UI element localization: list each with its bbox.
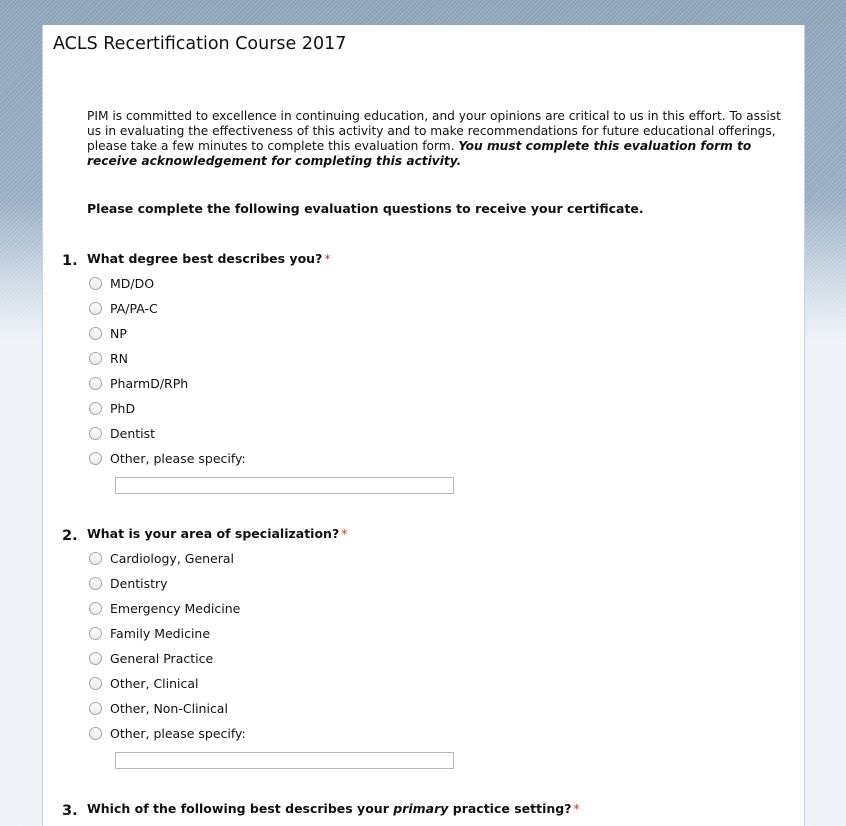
- question-text: [87, 801, 579, 816]
- option-label: Family Medicine: [110, 626, 211, 641]
- radio-button[interactable]: [89, 602, 102, 615]
- intro-emphasis: You must complete this evaluation form to receive acknowledgement for completing this activity.: [87, 139, 752, 168]
- option-md-do[interactable]: [89, 271, 246, 296]
- option-label: Dentistry: [110, 576, 168, 591]
- option-general-practice[interactable]: [89, 646, 246, 671]
- question-text: [87, 251, 330, 266]
- option-pa[interactable]: [89, 296, 246, 321]
- option-np[interactable]: [89, 321, 246, 346]
- radio-button[interactable]: [89, 377, 102, 390]
- required-asterisk: *: [573, 802, 580, 816]
- radio-button[interactable]: [89, 452, 102, 465]
- option-other-clinical[interactable]: [89, 671, 246, 696]
- question-number: 2.: [62, 528, 78, 544]
- question-label-start: Which of the following best describes your: [87, 801, 394, 816]
- option-label: General Practice: [110, 651, 214, 666]
- option-emergency-medicine[interactable]: [89, 596, 246, 621]
- question-text: [87, 526, 347, 541]
- option-label: Dentist: [110, 426, 156, 441]
- option-label: PhD: [110, 401, 136, 416]
- option-label: Other, please specify:: [110, 451, 246, 466]
- required-asterisk: *: [341, 527, 348, 541]
- option-other-specify[interactable]: [89, 446, 246, 471]
- option-label: NP: [110, 326, 127, 341]
- option-family-medicine[interactable]: [89, 621, 246, 646]
- radio-button[interactable]: [89, 702, 102, 715]
- option-phd[interactable]: [89, 396, 246, 421]
- question-label: What degree best describes you?: [87, 251, 323, 266]
- option-rn[interactable]: [89, 346, 246, 371]
- question-label-emphasis: primary: [393, 801, 449, 816]
- option-label: PA/PA-C: [110, 301, 158, 316]
- option-label: Emergency Medicine: [110, 601, 241, 616]
- radio-button[interactable]: [89, 277, 102, 290]
- option-label: PharmD/RPh: [110, 376, 189, 391]
- question-label: What is your area of specialization?: [87, 526, 340, 541]
- option-label: Other, Non-Clinical: [110, 701, 228, 716]
- option-dentistry[interactable]: [89, 571, 246, 596]
- radio-button[interactable]: [89, 577, 102, 590]
- radio-button[interactable]: [89, 302, 102, 315]
- radio-button[interactable]: [89, 552, 102, 565]
- option-cardiology[interactable]: [89, 546, 246, 571]
- other-specify-input[interactable]: [115, 752, 454, 769]
- question-number: 3.: [62, 803, 78, 819]
- radio-button[interactable]: [89, 677, 102, 690]
- question-label-end: practice setting?: [448, 801, 572, 816]
- required-asterisk: *: [324, 252, 331, 266]
- option-label: RN: [110, 351, 129, 366]
- intro-paragraph: [87, 109, 787, 169]
- option-pharmd[interactable]: [89, 371, 246, 396]
- question-1-options: [89, 271, 246, 471]
- option-label: Cardiology, General: [110, 551, 235, 566]
- radio-button[interactable]: [89, 652, 102, 665]
- option-dentist[interactable]: [89, 421, 246, 446]
- radio-button[interactable]: [89, 352, 102, 365]
- question-number: 1.: [62, 253, 78, 269]
- option-label: Other, please specify:: [110, 726, 246, 741]
- survey-title: ACLS Recertification Course 2017: [53, 34, 347, 54]
- radio-button[interactable]: [89, 327, 102, 340]
- option-other-non-clinical[interactable]: [89, 696, 246, 721]
- radio-button[interactable]: [89, 627, 102, 640]
- instruction-text: Please complete the following evaluation questions to receive your certificate.: [87, 201, 644, 216]
- radio-button[interactable]: [89, 402, 102, 415]
- radio-button[interactable]: [89, 427, 102, 440]
- option-label: Other, Clinical: [110, 676, 199, 691]
- option-label: MD/DO: [110, 276, 155, 291]
- other-specify-input[interactable]: [115, 477, 454, 494]
- survey-card: [42, 25, 805, 826]
- question-2-options: [89, 546, 246, 746]
- radio-button[interactable]: [89, 727, 102, 740]
- option-other-specify[interactable]: [89, 721, 246, 746]
- intro-text: PIM is committed to excellence in continuing education, and your opinions are critical to us in this effort. To assist us in evaluating the effectiveness of this activity and to make recommendations for future educational offerings, please take a few minutes to complete this evaluation form.: [87, 109, 781, 153]
